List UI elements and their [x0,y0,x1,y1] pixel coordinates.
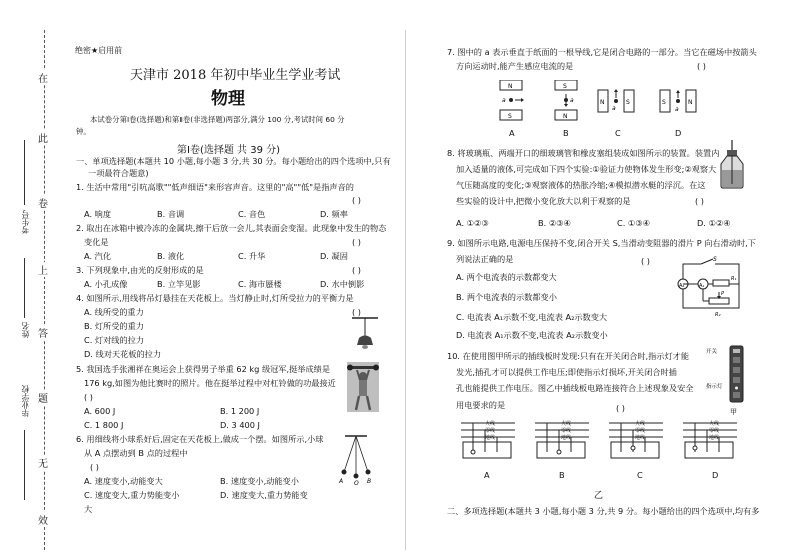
q2-option-a[interactable]: A. 汽化 [84,251,112,261]
svg-text:N: N [688,99,693,106]
candidate-number-line[interactable] [24,140,25,205]
q5-stem2: 176 kg,如图为他比赛时的照片。他在挺举过程中对杠铃做的功最接近 [84,378,336,388]
svg-text:甲: 甲 [730,408,737,416]
q6-stem2: 从 A 点摆动到 B 点的过程中 [84,448,188,458]
svg-text:A₂: A₂ [679,283,685,289]
svg-text:S: S [563,83,567,90]
q6-option-d[interactable]: D. 速度变大,重力势能变 [220,490,308,500]
svg-text:火线: 火线 [635,421,646,427]
q10-stem: 10. 在使用图甲所示的插线板时发现:只有在开关闭合时,指示灯才能 [447,351,690,361]
svg-text:火线: 火线 [561,421,572,427]
q6-pendulum-figure [335,432,377,486]
q7-answer-paren[interactable]: ( ) [697,61,706,71]
binding-dashed-line [44,30,45,550]
q8-stem4: 些实验的设计中,把微小变化放大以利于观察的是 [456,196,631,206]
q10-circuit-options [455,418,745,464]
q5-option-b[interactable]: B. 1 200 J [220,406,260,416]
svg-text:N: N [508,83,513,90]
svg-text:a: a [502,97,506,104]
svg-text:S: S [662,99,666,106]
svg-text:地线: 地线 [635,435,646,441]
svg-text:零线: 零线 [635,428,646,434]
q7-option-d[interactable]: D [675,128,682,138]
q1-option-d[interactable]: D. 频率 [320,209,348,219]
svg-text:a: a [675,106,679,113]
q2-option-d[interactable]: D. 凝固 [320,251,348,261]
q7-magnet-figures [490,80,730,122]
q8-option-d[interactable]: D. ①②④ [697,218,731,228]
q7-option-a[interactable]: A [509,128,515,138]
svg-text:S: S [508,113,512,120]
q6-option-c[interactable]: C. 速度变大,重力势能变小 [84,490,180,500]
q10-circuit-c [609,420,663,458]
q1-option-b[interactable]: B. 音调 [157,209,185,219]
q8-answer-paren[interactable]: ( ) [695,196,704,206]
svg-text:a: a [612,105,616,112]
svg-text:N: N [600,99,605,106]
q9-stem: 9. 如图所示电路,电源电压保持不变,闭合开关 S,当滑动变阻器的滑片 P 向右滑动时,下 [447,238,756,248]
q3-answer-paren[interactable]: ( ) [352,265,361,275]
q10-circuit-a [461,420,515,458]
q6-label-a: A [339,478,344,485]
q7-figure-b [555,80,577,120]
svg-text:地线: 地线 [709,435,720,441]
q9-answer-paren[interactable]: ( ) [641,256,650,266]
svg-text:R₂: R₂ [715,312,721,318]
name-label: 姓名 [21,322,30,338]
q6-option-a[interactable]: A. 速度变小,动能变大 [84,476,163,486]
svg-text:零线: 零线 [561,428,572,434]
section1-line2: 一项最符合题意) [88,168,149,178]
q10-circuit-d [683,420,737,458]
binding-char: 此 [38,130,48,145]
svg-text:火线: 火线 [709,421,720,427]
q1-answer-paren[interactable]: ( ) [352,195,361,205]
svg-text:a: a [570,97,574,104]
svg-text:P: P [721,291,725,297]
q5-option-d[interactable]: D. 3 400 J [220,420,260,430]
svg-text:指示灯: 指示灯 [706,384,723,390]
q10-stem4: 用电要求的是 [456,400,506,410]
q9-option-a[interactable]: A. 两个电流表的示数都变大 [456,272,557,282]
q7-figure-d [660,90,696,113]
binding-char: 效 [38,512,48,527]
q6-stem: 6. 用细线将小球系好后,固定在天花板上,做成一个摆。如图所示,小球 [76,434,324,444]
q4-stem: 4. 如图所示,用线将吊灯悬挂在天花板上。当灯静止时,灯所受拉力的平衡力是 [76,293,354,303]
q8-stem3: 气压随高度的变化;③观察液体的热胀冷缩;④模拟潜水艇的浮沉。在这 [456,180,706,190]
q3-option-a[interactable]: A. 小孔成像 [84,279,128,289]
q4-option-c[interactable]: C. 灯对线的拉力 [84,335,145,345]
q8-stem2: 加入适量的液体,可完成如下四个实验:①验证力使物体发生形变;②观察大 [456,164,717,174]
q2-stem2: 变化是 [84,237,109,247]
svg-text:R₁: R₁ [731,276,737,282]
q5-option-a[interactable]: A. 600 J [84,406,116,416]
q2-stem: 2. 取出在冰箱中被冷冻的金属块,擦干后放一会儿,其表面会变湿。此现象中发生的物态 [76,223,387,233]
q10-power-strip-figure [704,344,748,416]
school-line[interactable] [24,430,25,500]
svg-text:地线: 地线 [485,435,496,441]
q7-stem2: 方向运动时,能产生感应电流的是 [456,61,574,71]
q3-option-c[interactable]: C. 海市蜃楼 [238,279,282,289]
svg-text:地线: 地线 [561,435,572,441]
binding-char: 在 [38,70,48,85]
column-divider [405,30,406,550]
intro-line2: 钟。 [76,127,91,136]
q7-option-c[interactable]: C [615,128,621,138]
q9-stem2: 列说法正确的是 [456,254,514,264]
svg-text:S: S [713,256,717,263]
q5-option-c[interactable]: C. 1 800 J [84,420,124,430]
q8-option-c[interactable]: C. ①③④ [617,218,650,228]
q7-option-b[interactable]: B [563,128,569,138]
binding-char: 卷 [38,195,48,210]
exam-title: 天津市 2018 年初中毕业生学业考试 [130,68,341,83]
q10-option-d[interactable]: D [712,470,719,480]
svg-text:N: N [563,113,568,120]
q8-option-a[interactable]: A. ①②③ [456,218,489,228]
q6-option-b[interactable]: B. 速度变小,动能变小 [220,476,299,486]
q4-option-b[interactable]: B. 灯所受的重力 [84,321,144,331]
q6-option-d-wrap: 大 [84,504,93,514]
svg-text:零线: 零线 [485,428,496,434]
q6-answer-paren[interactable]: ( ) [90,462,99,472]
svg-text:零线: 零线 [709,428,720,434]
secret-label: 绝密★启用前 [75,46,123,55]
q3-stem: 3. 下列现象中,由光的反射形成的是 [76,265,204,275]
q4-option-d[interactable]: D. 线对天花板的拉力 [84,349,162,359]
binding-char: 题 [38,390,48,405]
q10-option-c[interactable]: C [637,470,643,480]
q1-stem: 1. 生活中常用"引吭高歌""低声细语"来形容声音。这里的"高""低"是指声音的 [76,182,354,192]
q3-option-d[interactable]: D. 水中倒影 [320,279,365,289]
q1-option-a[interactable]: A. 响度 [84,209,112,219]
q10-option-b[interactable]: B [559,470,565,480]
q4-hanging-lamp-figure [350,317,380,353]
intro-line1: 本试卷分第Ⅰ卷(选择题)和第Ⅱ卷(非选择题)两部分,满分 100 分,考试时间 60 分 [90,115,345,124]
q7-figure-c [598,89,634,112]
q5-weightlifter-photo [347,362,379,412]
q7-stem: 7. 图中的 a 表示垂直于纸面的一根导线,它是闭合电路的一部分。当它在磁场中按箭头 [447,47,757,57]
q4-answer-paren[interactable]: ( ) [352,307,361,317]
school-label: 毕业学校 [21,385,30,417]
q9-option-d[interactable]: D. 电流表 A₁示数不变,电流表 A₂示数变小 [456,330,608,340]
section2-line1: 二、多项选择题(本题共 3 小题,每小题 3 分,共 9 分。每小题给出的四个选项中,均有多 [447,506,760,516]
q8-bottle-figure [715,140,749,190]
q3-option-b[interactable]: B. 立竿见影 [157,279,201,289]
q8-option-b[interactable]: B. ②③④ [538,218,571,228]
svg-text:S: S [626,99,630,106]
q10-figure-yi-label: 乙 [594,491,604,501]
q7-figure-a [500,80,524,120]
binding-char: 无 [38,455,48,470]
section1-line1: 一、单项选择题(本题共 10 小题,每小题 3 分,共 30 分。每小题给出的四个选项中,只有 [76,156,391,166]
q6-label-o: O [354,480,359,486]
q5-stem: 5. 我国选手张湘祥在奥运会上获得男子举重 62 kg 级冠军,挺举成绩是 [76,364,331,374]
q10-stem2: 发光,插孔才可以提供工作电压;即使指示灯损坏,开关闭合时插 [456,367,677,377]
q8-stem: 8. 将玻璃瓶、两端开口的细玻璃管和橡皮塞组装成如图所示的装置。装置内 [447,148,720,158]
q2-option-c[interactable]: C. 升华 [238,251,266,261]
q10-option-a[interactable]: A [484,470,490,480]
q9-option-c[interactable]: C. 电流表 A₁示数不变,电流表 A₂示数变大 [456,312,608,322]
q2-answer-paren[interactable]: ( ) [352,237,361,247]
binding-char: 上 [38,262,48,277]
subject-title: 物理 [211,89,245,109]
q10-stem3: 孔也能提供工作电压。图乙中插线板电路连接符合上述现象及安全 [456,383,694,393]
q6-label-b: B [367,478,372,485]
svg-text:A₁: A₁ [699,283,705,289]
q10-circuit-b [535,420,589,458]
q4-option-a[interactable]: A. 线所受的重力 [84,307,144,317]
q1-option-c[interactable]: C. 音色 [238,209,266,219]
q9-option-b[interactable]: B. 两个电流表的示数都变小 [456,292,557,302]
binding-char: 答 [38,325,48,340]
svg-text:火线: 火线 [485,421,496,427]
candidate-number-label: 考生号 [21,210,30,234]
q9-circuit-figure [673,256,749,320]
q10-answer-paren[interactable]: ( ) [616,403,625,413]
name-line[interactable] [24,258,25,318]
q5-answer-paren[interactable]: ( ) [84,392,93,402]
part1-title: 第Ⅰ卷(选择题 共 39 分) [177,145,281,156]
svg-text:开关: 开关 [706,349,718,355]
q2-option-b[interactable]: B. 液化 [157,251,185,261]
